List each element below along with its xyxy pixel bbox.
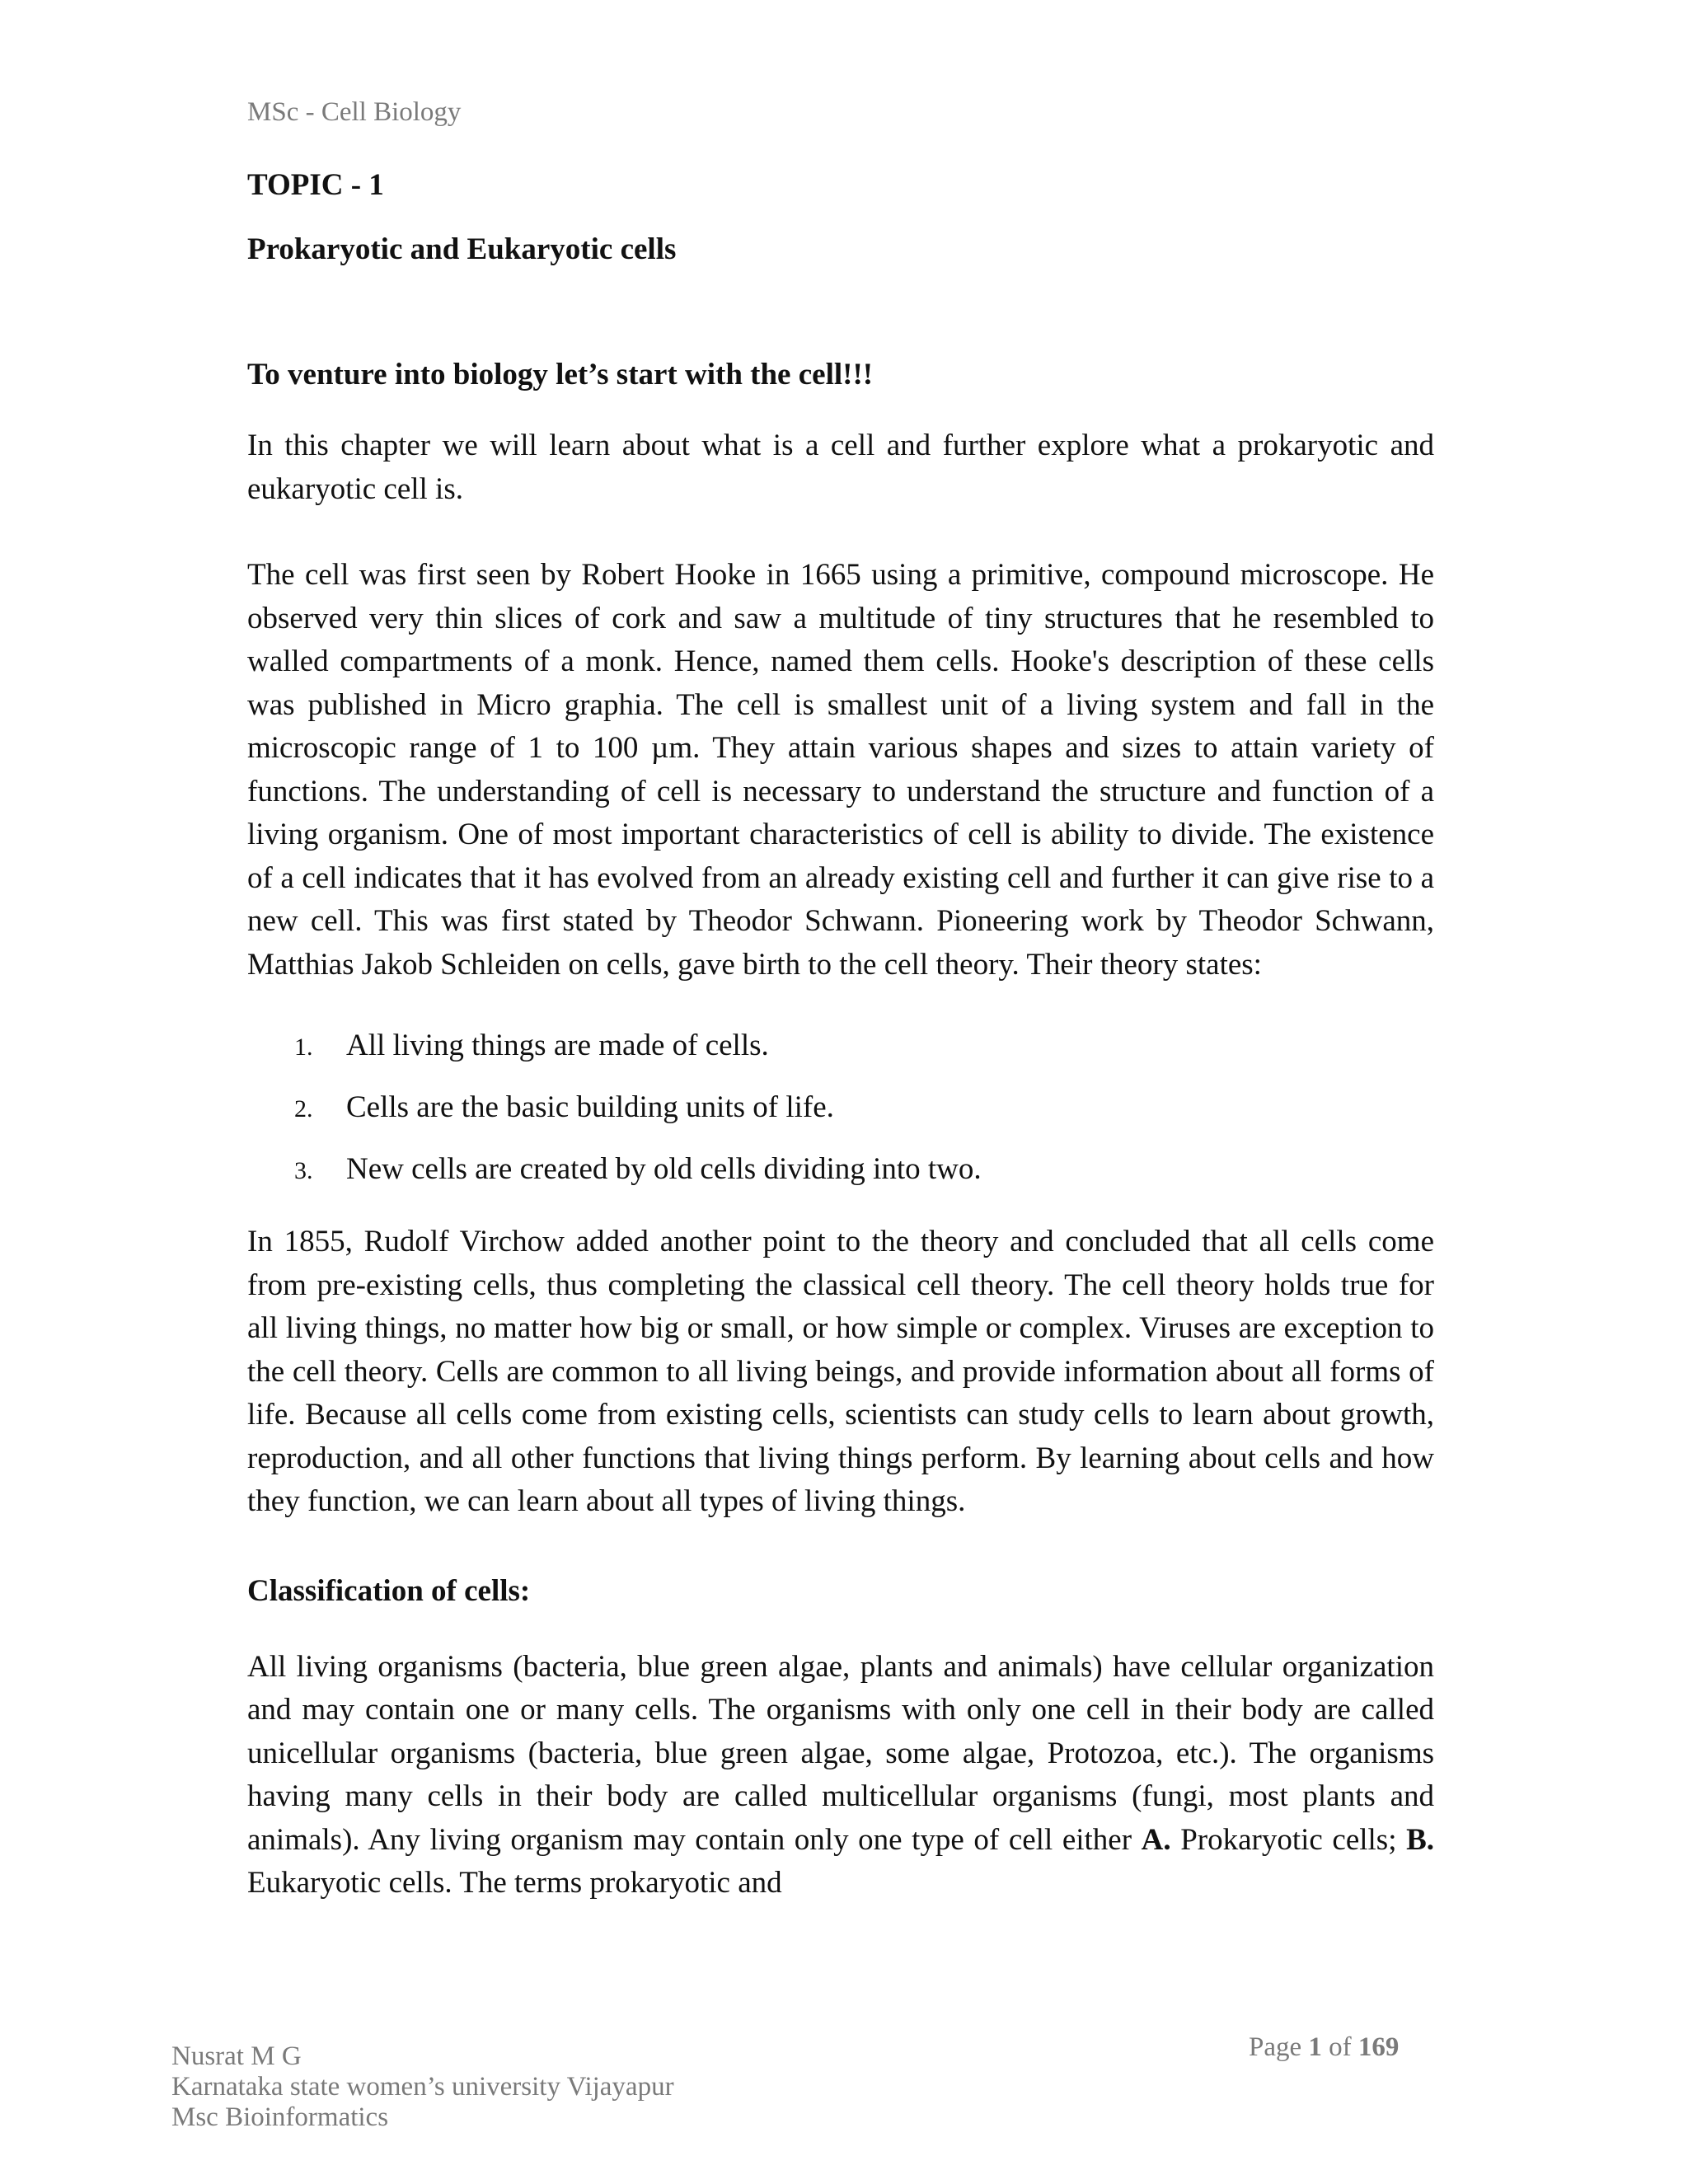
page-prefix: Page	[1249, 2032, 1309, 2062]
page-content	[247, 161, 1434, 1905]
footer-author-block	[171, 2041, 674, 2133]
page-of: of	[1321, 2032, 1358, 2062]
list-item	[247, 1086, 1434, 1129]
classification-paragraph	[247, 1646, 1434, 1905]
classification-text: All living organisms (bacteria, blue green algae, plants and animals) have cellular organization and may contain one or many cells. The organisms with only one cell in their body are called unicellular organisms (bacteria, blue green algae, some algae, Protozoa, etc.). The organisms having many cells in their body are called multicellular organisms (fungi, most plants and animals). Any living organism may contain only one type of cell either	[247, 1649, 1434, 1857]
list-number: 1.	[294, 1033, 313, 1061]
virchow-paragraph: In 1855, Rudolf Virchow added another point to the theory and concluded that all cells come from pre-existing cells, thus completing the classical cell theory. The cell theory holds true for all living things, no matter how big or small, or how simple or complex. Viruses are exception to the cell theory. Cells are common to all living beings, and provide information about all forms of life. Because all cells come from existing cells, scientists can study cells to learn about growth, reproduction, and all other functions that living things perform. By learning about cells and how they function, we can learn about all types of living things.	[247, 1225, 1434, 1518]
classification-text: Eukaryotic cells. The terms prokaryotic and	[247, 1866, 782, 1900]
topic-heading: TOPIC - 1	[247, 168, 384, 202]
intro-paragraph: In this chapter we will learn about what is a cell and further explore what a prokaryotic and eukaryotic cell is.	[247, 429, 1434, 506]
label-b: B.	[1406, 1822, 1434, 1857]
footer-institution: Karnataka state women’s university Vijayapur	[171, 2072, 674, 2102]
cell-theory-list	[247, 1024, 1434, 1191]
hooke-paragraph: The cell was first seen by Robert Hooke in 1665 using a primitive, compound microscope. He observed very thin slices of cork and saw a multitude of tiny structures that he resembled to walled compartments of a monk. Hence, named them cells. Hooke's description of these cells was published in Micro graphia. The cell is smallest unit of a living system and fall in the microscopic range of 1 to 100 µm. They attain various shapes and sizes to attain variety of functions. The understanding of cell is necessary to understand the structure and function of a living organism. One of most important characteristics of cell is ability to divide. The existence of a cell indicates that it has evolved from an already existing cell and further it can give rise to a new cell. This was first stated by Theodor Schwann. Pioneering work by Theodor Schwann, Matthias Jakob Schleiden on cells, gave birth to the cell theory. Their theory states:	[247, 558, 1434, 982]
list-item-text: New cells are created by old cells dividing into two.	[346, 1152, 982, 1186]
list-item	[247, 1148, 1434, 1191]
page-current: 1	[1308, 2032, 1322, 2062]
running-header: MSc - Cell Biology	[247, 97, 462, 127]
label-a: A.	[1141, 1822, 1171, 1857]
footer-program: Msc Bioinformatics	[171, 2102, 389, 2132]
list-item-text: Cells are the basic building units of life.	[346, 1090, 834, 1124]
list-item	[247, 1024, 1434, 1067]
list-number: 3.	[294, 1157, 313, 1184]
list-number: 2.	[294, 1095, 313, 1122]
page-number	[1249, 2032, 1399, 2063]
footer-author: Nusrat M G	[171, 2041, 302, 2071]
chapter-title: Prokaryotic and Eukaryotic cells	[247, 232, 677, 266]
classification-text: Prokaryotic cells;	[1170, 1822, 1407, 1857]
classification-heading: Classification of cells:	[247, 1573, 531, 1608]
page-total: 169	[1357, 2032, 1400, 2062]
list-item-text: All living things are made of cells.	[346, 1029, 769, 1062]
lead-line: To venture into biology let’s start with the cell!!!	[247, 358, 874, 391]
